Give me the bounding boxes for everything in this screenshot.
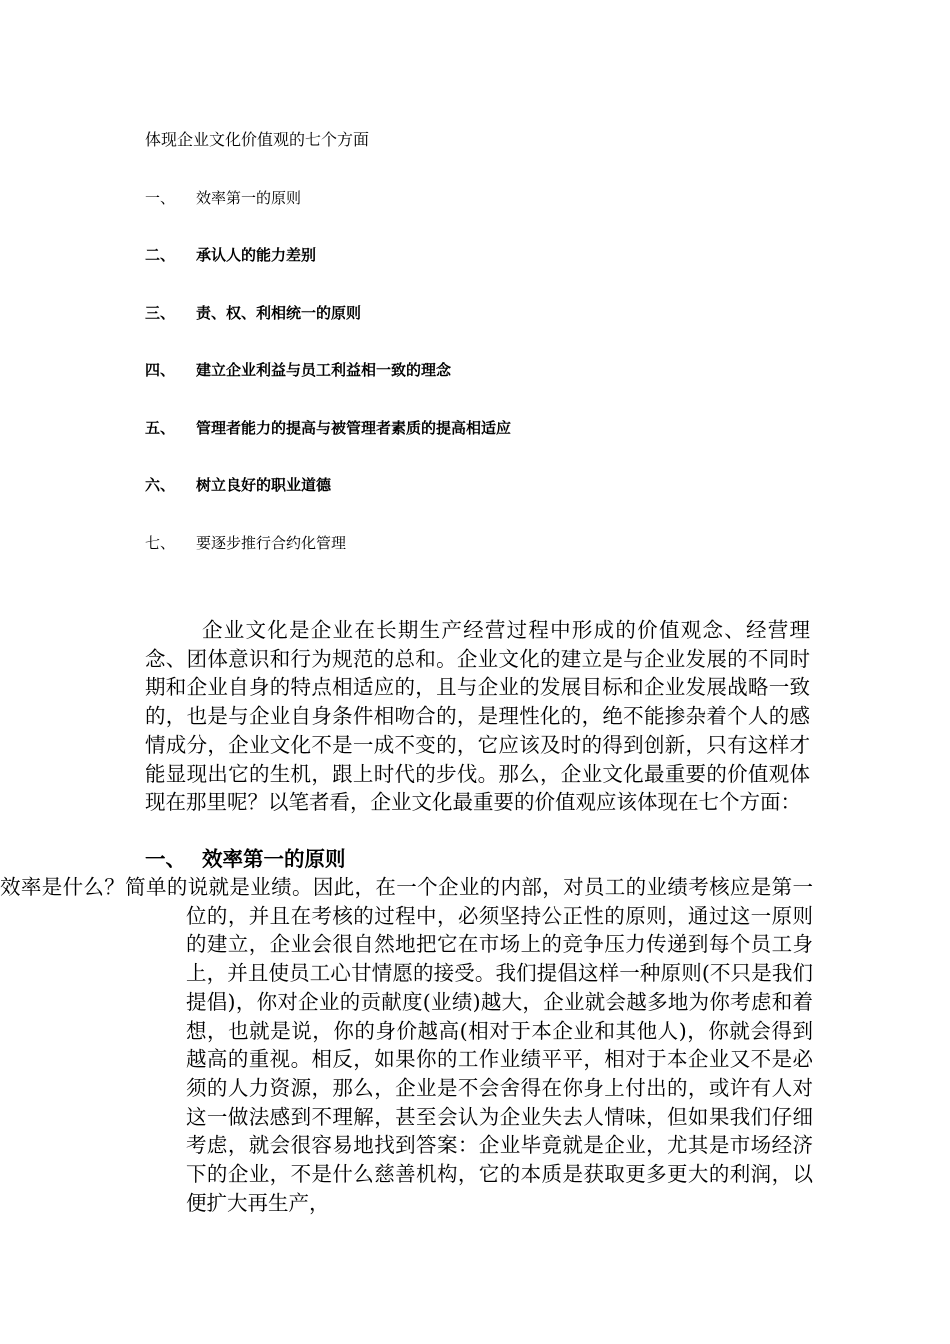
toc-item-text: 管理者能力的提高与被管理者素质的提高相适应	[196, 419, 512, 437]
document-title: 体现企业文化价值观的七个方面	[145, 130, 370, 149]
toc-item-number: 一、	[145, 189, 176, 207]
toc-item-text: 树立良好的职业道德	[196, 476, 332, 494]
toc-item-number: 五、	[145, 419, 176, 437]
toc-item-number: 四、	[145, 361, 176, 379]
intro-paragraph: 企业文化是企业在长期生产经营过程中形成的价值观念、经营理念、团体意识和行为规范的总和。企业文化的建立是与企业发展的不同时期和企业自身的特点相适应的，且与企业的发展目标和企业发展战略一致的，也是与企业自身条件相吻合的，是理性化的，绝不能掺杂着个人的感情成分，企业文化不是一成不变的，它应该及时的得到创新，只有这样才能显现出它的生机，跟上时代的步伐。那么，企业文化最重要的价值观体现在那里呢？以笔者看，企业文化最重要的价值观应该体现在七个方面：	[145, 618, 810, 815]
section-heading-number: 一、	[145, 847, 186, 871]
toc-item-number: 七、	[145, 534, 176, 552]
toc-item-number: 六、	[145, 476, 176, 494]
toc-item-text: 建立企业利益与员工利益相一致的理念	[196, 361, 452, 379]
toc-item-number: 三、	[145, 304, 176, 322]
toc-item-text: 责、权、利相统一的原则	[196, 304, 362, 322]
section-body-paragraph: 效率是什么？简单的说就是业绩。因此，在一个企业的内部，对员工的业绩考核应是第一位的，并且在考核的过程中，必须坚持公正性的原则，通过这一原则的建立，企业会很自然地把它在市场上的竞争压力传递到每个员工身上，并且使员工心甘情愿的接受。我们提倡这样一种原则(不只是我们提倡)，你对企业的贡献度(业绩)越大，企业就会越多地为你考虑和着想，也就是说，你的身价越高(相对于本企业和其他人)，你就会得到越高的重视。相反，如果你的工作业绩平平，相对于本企业又不是必须的人力资源，那么，企业是不会舍得在你身上付出的，或许有人对这一做法感到不理解，甚至会认为企业失去人情味，但如果我们仔细考虑，就会很容易地找到答案：企业毕竟就是企业，尤其是市场经济下的企业，不是什么慈善机构，它的本质是获取更多更大的利润，以便扩大再生产，	[0, 875, 813, 1215]
section-heading-text: 效率第一的原则	[202, 847, 346, 871]
toc-item-text: 承认人的能力差别	[196, 246, 317, 264]
toc-item-text: 效率第一的原则	[196, 189, 302, 207]
toc-item-text: 要逐步推行合约化管理	[196, 534, 347, 552]
toc-item-number: 二、	[145, 246, 176, 264]
